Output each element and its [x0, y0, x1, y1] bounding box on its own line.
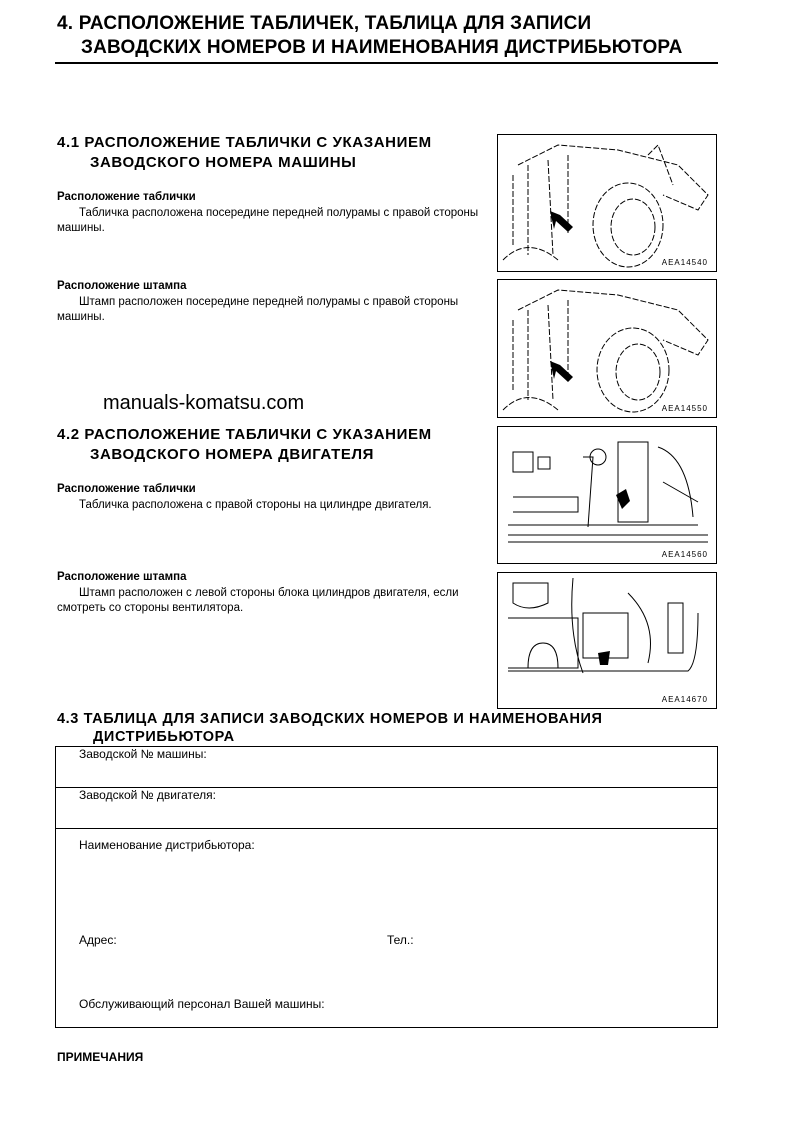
machine-serial-field[interactable] [56, 747, 718, 788]
stamp-location-text-content: Штамп расположен посередине передней полурамы с правой стороны машины. [57, 296, 459, 323]
plate-location-text-content: Табличка расположена посередине передней полурамы с правой стороны машины. [57, 207, 479, 234]
phone-label: Тел.: [387, 933, 414, 947]
section-4-1-title-line2: ЗАВОДСКОГО НОМЕРА МАШИНЫ [90, 154, 357, 171]
figure-engine-stamp [497, 572, 717, 709]
engine-illustration [498, 573, 716, 708]
engine-illustration [498, 427, 716, 563]
stamp-location-heading: Расположение штампа [57, 280, 187, 292]
stamp-location-text [57, 295, 487, 325]
figure-label: AEA14670 [661, 695, 708, 704]
engine-serial-field[interactable] [56, 788, 718, 829]
distributor-info-field[interactable] [56, 829, 718, 1028]
engine-stamp-text-content: Штамп расположен с левой стороны блока цилиндров двигателя, если смотреть со стороны вентилятора. [57, 587, 459, 614]
machine-serial-label: Заводской № машины: [79, 747, 207, 761]
machine-illustration [498, 135, 716, 271]
engine-stamp-heading: Расположение штампа [57, 571, 187, 583]
plate-location-text [57, 206, 487, 236]
engine-serial-label: Заводской № двигателя: [79, 788, 216, 802]
section-4-2-title-line2: ЗАВОДСКОГО НОМЕРА ДВИГАТЕЛЯ [90, 446, 374, 463]
page-title-line1: 4. РАСПОЛОЖЕНИЕ ТАБЛИЧЕК, ТАБЛИЦА ДЛЯ ЗАПИСИ [57, 13, 592, 34]
engine-plate-heading: Расположение таблички [57, 483, 196, 495]
notes-heading: ПРИМЕЧАНИЯ [57, 1050, 144, 1064]
serial-record-table [55, 746, 718, 1028]
figure-label: AEA14550 [661, 404, 708, 413]
title-underline [55, 62, 718, 64]
engine-plate-text [57, 498, 487, 513]
engine-stamp-text [57, 586, 487, 616]
section-4-1-title-line1: 4.1 РАСПОЛОЖЕНИЕ ТАБЛИЧКИ С УКАЗАНИЕМ [57, 134, 432, 151]
figure-engine-plate [497, 426, 717, 564]
figure-label: AEA14560 [661, 550, 708, 559]
section-4-1-title [57, 133, 432, 173]
section-4-2-title-line1: 4.2 РАСПОЛОЖЕНИЕ ТАБЛИЧКИ С УКАЗАНИЕМ [57, 426, 432, 443]
figure-label: AEA14540 [661, 258, 708, 267]
watermark: manuals-komatsu.com [103, 392, 305, 414]
section-4-2-title [57, 425, 432, 465]
section-4-3-title-line1: 4.3 ТАБЛИЦА ДЛЯ ЗАПИСИ ЗАВОДСКИХ НОМЕРОВ И НАИМЕНОВАНИЯ [57, 711, 603, 727]
address-label: Адрес: [79, 933, 117, 947]
page-title-line2: ЗАВОДСКИХ НОМЕРОВ И НАИМЕНОВАНИЯ ДИСТРИБЬЮТОРА [81, 37, 683, 58]
plate-location-heading: Расположение таблички [57, 191, 196, 203]
service-personnel-label: Обслуживающий персонал Вашей машины: [79, 997, 325, 1011]
section-4-3-title [57, 710, 603, 746]
page-title [57, 12, 683, 60]
figure-machine-stamp [497, 279, 717, 418]
engine-plate-text-content: Табличка расположена с правой стороны на цилиндре двигателя. [79, 499, 432, 511]
figure-machine-plate [497, 134, 717, 272]
section-4-3-title-line2: ДИСТРИБЬЮТОРА [93, 729, 235, 745]
machine-illustration [498, 280, 716, 417]
distributor-name-label: Наименование дистрибьютора: [79, 838, 255, 852]
